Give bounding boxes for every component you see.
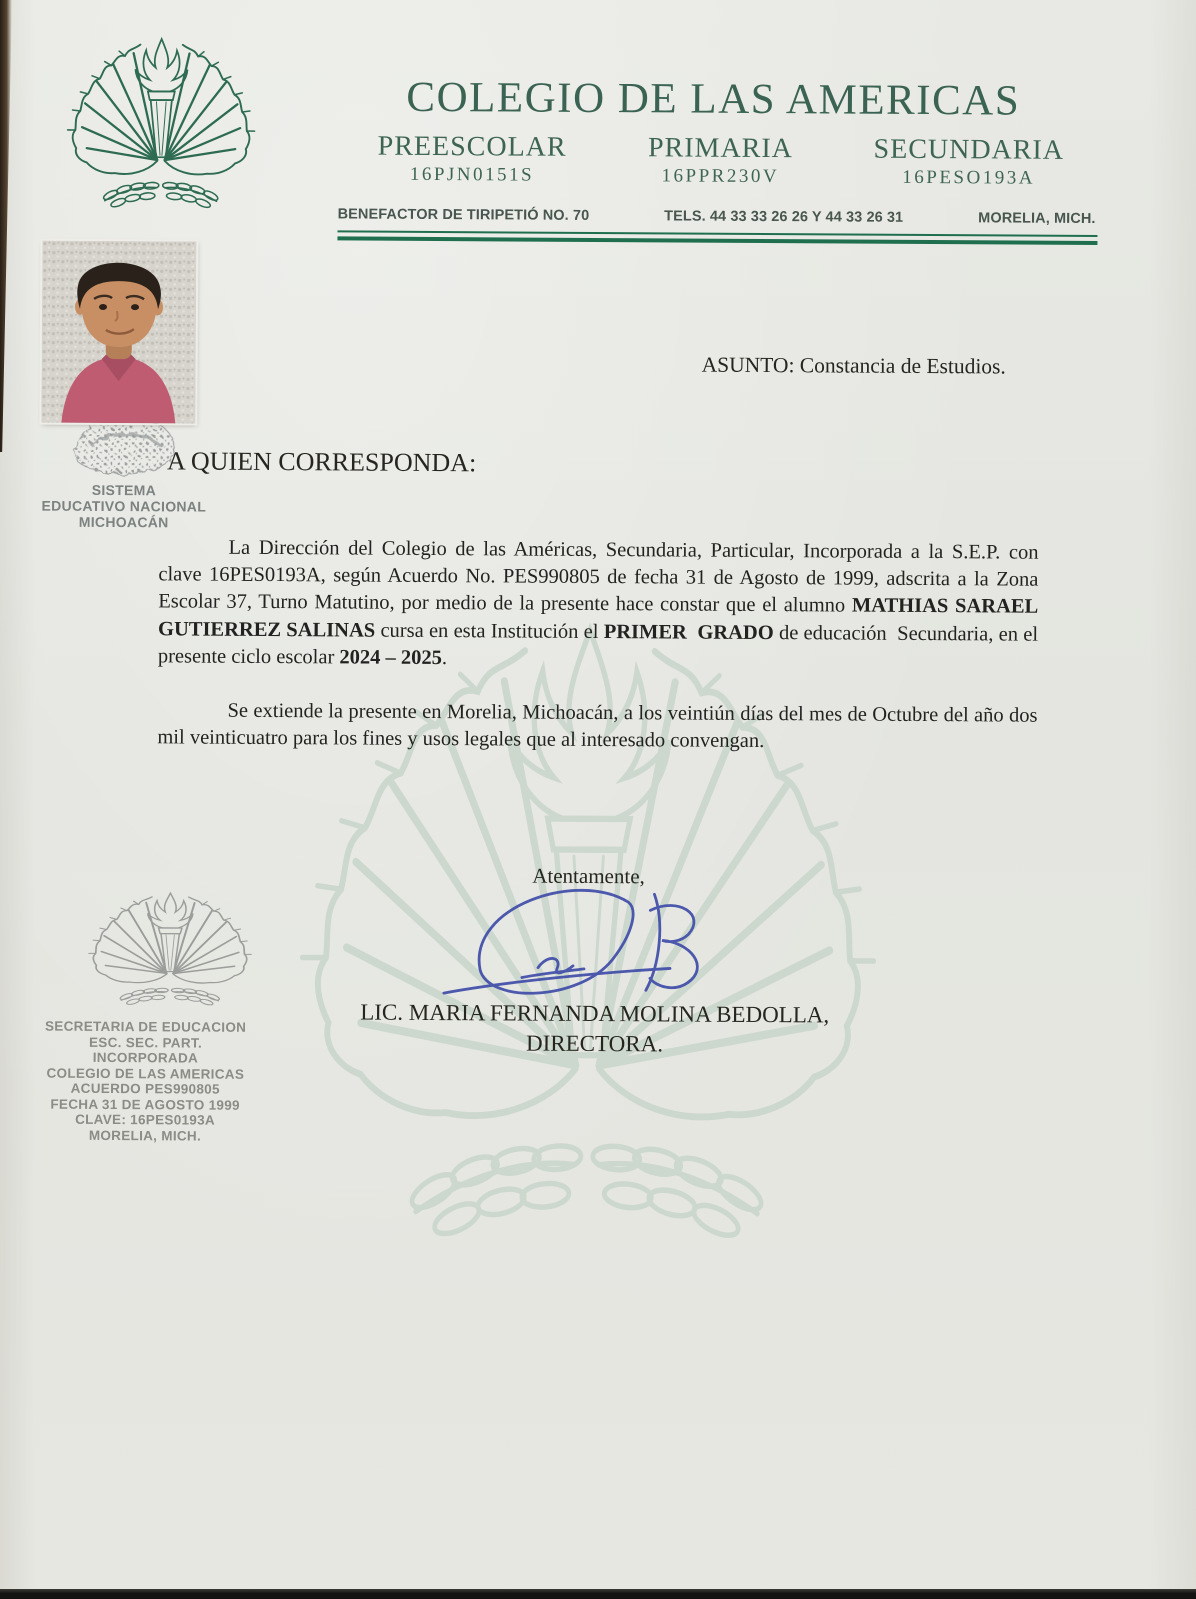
level-label: SECUNDARIA xyxy=(873,133,1065,166)
level-preescolar xyxy=(348,130,597,187)
level-secundaria xyxy=(844,133,1093,190)
body-paragraph-2: Se extiende la presente en Morelia, Michoacán, a los veintiún días del mes de Octubre del año dos mil veinticuatro para los fines y usos legales que al interesado convengan. xyxy=(157,699,1038,753)
stamp-line: FECHA 31 DE AGOSTO 1999 xyxy=(50,1096,240,1113)
student-photo-image xyxy=(41,241,196,424)
stamp-line: INCORPORADA xyxy=(92,1049,199,1066)
national-system-stamp-text xyxy=(13,481,235,530)
stamp-line: COLEGIO DE LAS AMERICAS xyxy=(46,1065,245,1082)
school-levels xyxy=(348,130,1093,190)
signature-ink xyxy=(426,879,739,1007)
school-name: COLEGIO DE LAS AMERICAS xyxy=(406,73,1021,125)
school-stamp-text xyxy=(19,1018,272,1144)
header-divider-rule xyxy=(337,230,1097,245)
stamp-line: SISTEMA xyxy=(91,481,157,499)
student-name: MATHIAS SARAEL GUTIERREZ SALINAS xyxy=(157,594,1039,642)
paragraph-text: . xyxy=(441,646,448,669)
signer-name: LIC. MARIA FERNANDA MOLINA BEDOLLA, xyxy=(360,999,830,1028)
student-photo xyxy=(41,241,196,424)
level-code: 16PJN0151S xyxy=(409,163,535,186)
stamp-line: MICHOACÁN xyxy=(78,513,169,531)
subject-line: ASUNTO: Constancia de Estudios. xyxy=(701,352,1006,379)
school-city: MORELIA, MICH. xyxy=(978,210,1096,228)
school-address: BENEFACTOR DE TIRIPETIÓ NO. 70 xyxy=(337,206,590,224)
level-label: PREESCOLAR xyxy=(377,130,567,163)
grade-level: PRIMER GRADO xyxy=(603,620,774,644)
signer-title: DIRECTORA. xyxy=(525,1030,664,1057)
level-primaria xyxy=(596,132,845,189)
stamp-line: SECRETARIA DE EDUCACION xyxy=(44,1018,247,1035)
stamp-line: MORELIA, MICH. xyxy=(88,1127,202,1144)
school-crest-stamp xyxy=(78,889,263,1024)
school-phones: TELS. 44 33 33 26 26 Y 44 33 26 31 xyxy=(664,208,904,226)
scan-edge-bottom xyxy=(0,1589,1196,1599)
body-paragraph-1 xyxy=(158,534,1039,675)
paragraph-text: La Dirección del Colegio de las Américas, Secundaria, Particular, Incorporada a la S.E.P. con clave 16PES0193A, según Acuerdo No. PES990805 de fecha 31 de Agosto de 1999, adscrita a la Zona Escolar 37, Turno Matutino, por medio de la presente hace constar que el alumno xyxy=(158,536,1039,617)
level-code: 16PPR230V xyxy=(661,165,780,188)
closing-word: Atentamente, xyxy=(532,863,645,889)
stamp-line: CLAVE: 16PES0193A xyxy=(75,1111,216,1128)
school-crest-logo xyxy=(54,33,267,236)
paragraph-text: de educación Secundaria, en el presente ciclo escolar xyxy=(157,621,1039,669)
paragraph-text: cursa en esta Institución el xyxy=(375,619,604,643)
level-code: 16PESO193A xyxy=(902,166,1036,189)
level-label: PRIMARIA xyxy=(647,132,794,165)
salutation: A QUIEN CORRESPONDA: xyxy=(166,446,477,478)
stamp-line: ESC. SEC. PART. xyxy=(88,1034,203,1051)
stamp-line: EDUCATIVO NACIONAL xyxy=(41,497,207,515)
school-year: 2024 – 2025 xyxy=(339,646,443,669)
stamp-line: ACUERDO PES990805 xyxy=(70,1080,220,1097)
school-contact-row xyxy=(338,206,1096,227)
